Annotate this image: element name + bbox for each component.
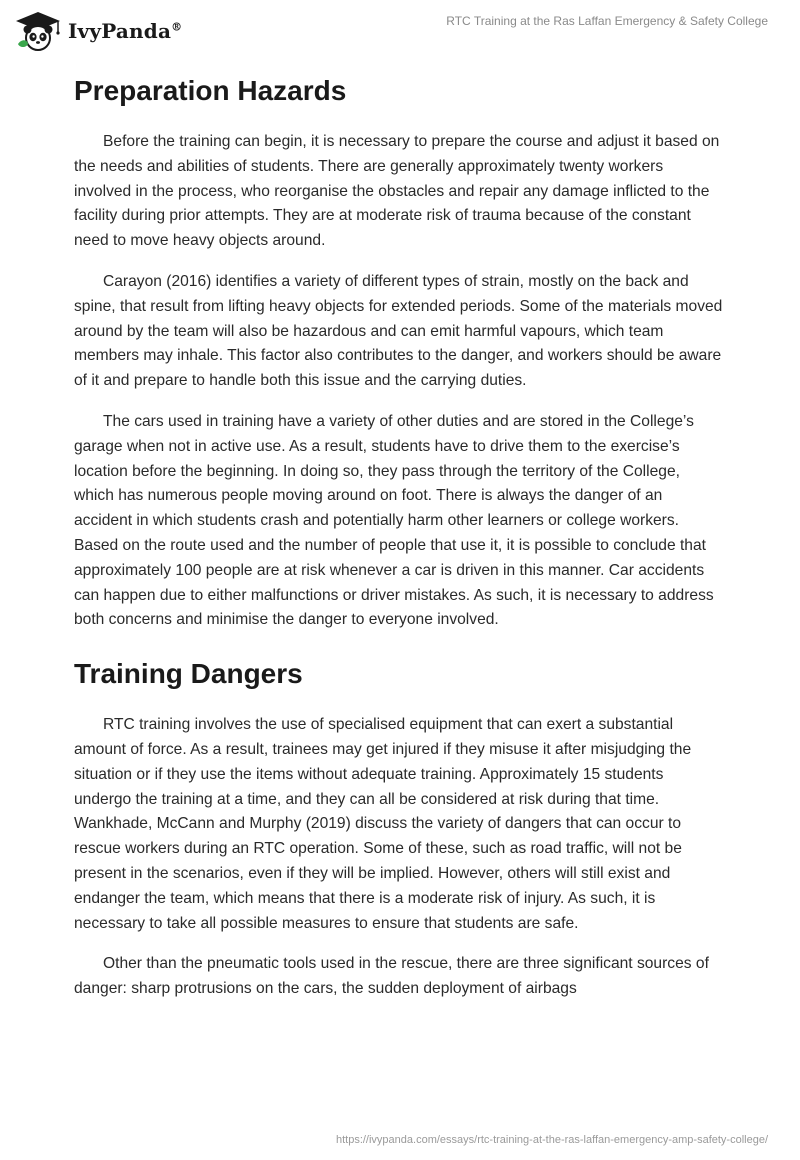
essay-body	[74, 72, 724, 1018]
paragraph: RTC training involves the use of specialised equipment that can exert a substantial amount of force. As a result, trainees may get injured if they misuse it after misjudging the situation or if they use the items without adequate training. Approximately 15 students undergo the training at a time, and they can all be considered at risk during that time. Wankhade, McCann and Murphy (2019) discuss the variety of dangers that can occur to rescue workers during an RTC operation. Some of these, such as road traffic, will not be present in the scenarios, even if they will be implied. However, others will still exist and endanger the team, which means that there is a moderate risk of injury. As such, it is necessary to take all possible measures to ensure that students are safe.	[74, 716, 692, 932]
paragraph: Other than the pneumatic tools used in the rescue, there are three significant sources of danger: sharp protrusions on the cars, the sudden deployment of airbags	[74, 955, 709, 998]
registered-mark: ®	[171, 20, 183, 34]
paragraph: Carayon (2016) identifies a variety of different types of strain, mostly on the back and spine, that result from lifting heavy objects for extended periods. Some of the materials moved around by the team will also be hazardous and can emit harmful vapours, which team members may inhale. This factor also contributes to the danger, and workers should be aware of it and prepare to handle both this issue and the carrying duties.	[74, 272, 723, 390]
section-heading-training-dangers: Training Dangers	[74, 658, 303, 690]
paragraph: Before the training can begin, it is necessary to prepare the course and adjust it based on the needs and abilities of students. There are generally approximately twenty workers involved in the process, who reorganise the obstacles and repair any damage inflicted to the facility during prior attempts. They are at moderate risk of trauma because of the constant need to move heavy objects around.	[74, 133, 720, 250]
source-url[interactable]: https://ivypanda.com/essays/rtc-training-at-the-ras-laffan-emergency-amp-safety-college/	[335, 1134, 768, 1146]
brand-name: IvyPanda®	[68, 19, 183, 43]
document-title: RTC Training at the Ras Laffan Emergency & Safety College	[446, 14, 768, 28]
page-header	[0, 0, 800, 60]
paragraph: The cars used in training have a variety of other duties and are stored in the College’s garage when not in active use. As a result, students have to drive them to the exercise’s location before the beginning. In doing so, they pass through the territory of the College, which has numerous people moving around on foot. There is always the danger of an accident in which students crash and potentially harm other learners or college workers. Based on the route used and the number of people that use it, it is possible to conclude that approximately 100 people are at risk whenever a car is driven in this manner. Car accidents can happen due to either malfunctions or driver mistakes. As such, it is necessary to address both concerns and minimise the danger to everyone involved.	[74, 412, 714, 629]
panda-graduate-icon	[14, 10, 62, 52]
section-heading-preparation-hazards: Preparation Hazards	[74, 75, 347, 106]
brand-logo[interactable]	[14, 10, 182, 52]
